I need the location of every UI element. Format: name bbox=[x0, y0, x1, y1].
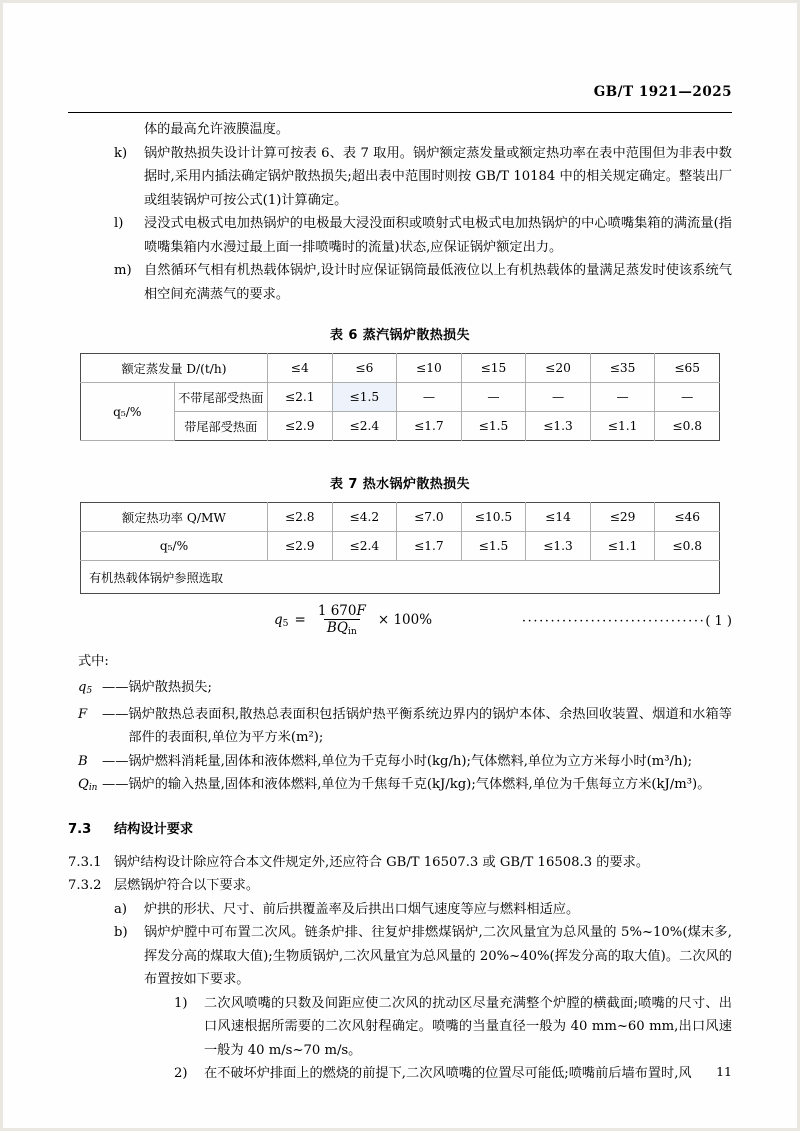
leader-dots: ································ bbox=[521, 614, 706, 629]
table6-rating-cell: ≤10 bbox=[397, 354, 462, 383]
table6-rating-cell: ≤35 bbox=[590, 354, 655, 383]
table6-value-cell: — bbox=[655, 383, 720, 412]
symbol-definitions bbox=[68, 676, 732, 801]
definition-text: 锅炉散热总表面积,散热总表面积包括锅炉热平衡系统边界内的锅炉本体、余热回收装置、烟道和水箱等部件的表面积,单位为平方米(m²); bbox=[128, 706, 732, 746]
list-marker: a) bbox=[114, 901, 128, 917]
list-item bbox=[68, 1062, 732, 1086]
table6-rating-cell: ≤65 bbox=[655, 354, 720, 383]
table6-value-cell: — bbox=[397, 383, 462, 412]
table6-value-cell: — bbox=[526, 383, 591, 412]
list-item bbox=[68, 212, 732, 259]
definition-dash: —— bbox=[102, 753, 129, 769]
list-item bbox=[68, 898, 732, 922]
table6-value-cell: ≤1.1 bbox=[590, 412, 655, 441]
table6-caption: 表 6 蒸汽锅炉散热损失 bbox=[330, 328, 470, 343]
formula-number-line bbox=[522, 614, 732, 629]
table7-row-header: q₅/% bbox=[81, 532, 268, 561]
list-marker: l) bbox=[114, 216, 124, 231]
table6-value-cell: — bbox=[590, 383, 655, 412]
table-row bbox=[81, 354, 720, 383]
clause-text: 锅炉结构设计除应符合本文件规定外,还应符合 GB/T 16507.3 或 GB/T 16508.3 的要求。 bbox=[114, 854, 650, 870]
table6-subrow-label: 不带尾部受热面 bbox=[174, 383, 268, 412]
list-text: 二次风喷嘴的只数及间距应使二次风的扰动区尽量充满整个炉膛的横截面;喷嘴的尺寸、出口风速根据所需要的二次风射程确定。喷嘴的当量直径一般为 40 mm~60 mm,出口风速一般为 40 m/s~70 m/s。 bbox=[204, 995, 732, 1058]
table7-rating-cell: ≤2.8 bbox=[268, 503, 333, 532]
list-item bbox=[68, 259, 732, 306]
table7-rating-cell: ≤10.5 bbox=[461, 503, 526, 532]
running-header bbox=[68, 84, 732, 118]
list-marker: k) bbox=[114, 145, 128, 161]
table6-row-header: 额定蒸发量 D/(t/h) bbox=[81, 354, 268, 383]
table7-value-cell: ≤2.4 bbox=[332, 532, 397, 561]
list-text: 锅炉散热损失设计计算可按表 6、表 7 取用。锅炉额定蒸发量或额定热功率在表中范围但为非表中数据时,采用内插法确定锅炉散热损失;超出表中范围时则按 GB/T 10184 中的相关规定确定。整装出厂或组装锅炉可按公式(1)计算确定。 bbox=[144, 145, 732, 208]
list-marker: 1) bbox=[174, 995, 188, 1011]
table7-value-cell: ≤1.3 bbox=[526, 532, 591, 561]
header-rule bbox=[68, 112, 732, 113]
list-item bbox=[68, 921, 732, 992]
section-heading bbox=[68, 819, 732, 841]
table7-rating-cell: ≤7.0 bbox=[397, 503, 462, 532]
definition-symbol: $q_5$ bbox=[78, 679, 93, 696]
table6-rating-cell: ≤6 bbox=[332, 354, 397, 383]
definition-dash: —— bbox=[102, 777, 129, 793]
section-title: 结构设计要求 bbox=[114, 821, 194, 837]
list-marker: b) bbox=[114, 925, 128, 941]
table6-value-cell: ≤1.7 bbox=[397, 412, 462, 441]
definition-text: 锅炉的输入热量,固体和液体燃料,单位为千焦每千克(kJ/kg);气体燃料,单位为千焦每立方米(kJ/m³)。 bbox=[128, 777, 711, 793]
definition-row bbox=[68, 750, 732, 774]
formula-fraction bbox=[315, 604, 369, 637]
definition-text: 锅炉燃料消耗量,固体和液体燃料,单位为千克每小时(kg/h);气体燃料,单位为立方米每小时(m³/h); bbox=[128, 753, 693, 769]
table6-rating-cell: ≤15 bbox=[461, 354, 526, 383]
where-label: 式中: bbox=[78, 654, 109, 669]
continued-paragraph: 体的最高允许液膜温度。 bbox=[144, 122, 290, 137]
table6-side-label: q₅/% bbox=[81, 383, 175, 441]
clause-number: 7.3.2 bbox=[68, 878, 102, 894]
table6-value-cell: ≤0.8 bbox=[655, 412, 720, 441]
table7-rating-cell: ≤29 bbox=[590, 503, 655, 532]
table6 bbox=[80, 353, 720, 441]
table6-value-cell: ≤2.1 bbox=[268, 383, 333, 412]
formula-lhs: $q_5$ bbox=[274, 611, 289, 629]
clause bbox=[68, 874, 732, 898]
table6-value-cell: ≤2.9 bbox=[268, 412, 333, 441]
table-row bbox=[81, 561, 720, 594]
list-marker: 2) bbox=[174, 1066, 188, 1082]
formula-block bbox=[68, 604, 732, 650]
clause-number: 7.3.1 bbox=[68, 854, 102, 870]
table6-value-cell: ≤2.4 bbox=[332, 412, 397, 441]
definition-symbol: $Q_{in}$ bbox=[78, 777, 98, 794]
definition-symbol: B bbox=[78, 753, 88, 769]
table7-rating-cell: ≤14 bbox=[526, 503, 591, 532]
table6-value-cell: ≤1.3 bbox=[526, 412, 591, 441]
definition-row bbox=[68, 676, 732, 703]
formula-number: ( 1 ) bbox=[705, 614, 732, 629]
table6-value-cell: — bbox=[461, 383, 526, 412]
table7-value-cell: ≤1.7 bbox=[397, 532, 462, 561]
standard-code: GB/T 1921—2025 bbox=[593, 84, 732, 100]
page-content bbox=[68, 84, 732, 1086]
definition-row bbox=[68, 703, 732, 750]
table6-rating-cell: ≤4 bbox=[268, 354, 333, 383]
table7-caption: 表 7 热水锅炉散热损失 bbox=[330, 477, 470, 492]
list-item bbox=[68, 992, 732, 1063]
table7 bbox=[80, 502, 720, 594]
table6-value-cell: ≤1.5 bbox=[332, 383, 397, 412]
table7-rating-cell: ≤4.2 bbox=[332, 503, 397, 532]
table7-value-cell: ≤2.9 bbox=[268, 532, 333, 561]
list-text: 在不破坏炉排面上的燃烧的前提下,二次风喷嘴的位置尽可能低;喷嘴前后墙布置时,风 bbox=[204, 1066, 692, 1082]
list-text: 锅炉炉膛中可布置二次风。链条炉排、往复炉排燃煤锅炉,二次风量宜为总风量的 5%~10%(煤末多,挥发分高的煤取大值);生物质锅炉,二次风量宜为总风量的 20%~40%(挥发分高的取大值)。二次风的布置按如下要求。 bbox=[144, 925, 732, 988]
formula-numerator: 1 670F bbox=[317, 603, 366, 619]
table7-rating-cell: ≤46 bbox=[655, 503, 720, 532]
definition-text: 锅炉散热损失; bbox=[128, 679, 212, 695]
formula-multiplier: × 100% bbox=[377, 612, 433, 629]
table-row bbox=[81, 532, 720, 561]
table7-value-cell: ≤0.8 bbox=[655, 532, 720, 561]
formula-equals: = bbox=[294, 612, 306, 629]
table-row bbox=[81, 412, 720, 441]
formula-expression bbox=[274, 604, 432, 637]
definition-symbol: F bbox=[78, 706, 88, 722]
table7-value-cell: ≤1.5 bbox=[461, 532, 526, 561]
page-number: 11 bbox=[716, 1064, 732, 1079]
list-text: 浸没式电极式电加热锅炉的电极最大浸没面积或喷射式电极式电加热锅炉的中心喷嘴集箱的满流量(指喷嘴集箱内水漫过最上面一排喷嘴时的流量)状态,应保证锅炉额定出力。 bbox=[144, 216, 732, 255]
list-marker: m) bbox=[114, 263, 132, 278]
table-row bbox=[81, 503, 720, 532]
definition-dash: —— bbox=[102, 706, 129, 722]
table-row bbox=[81, 383, 720, 412]
section-number: 7.3 bbox=[68, 821, 92, 837]
table7-value-cell: ≤1.1 bbox=[590, 532, 655, 561]
definition-dash: —— bbox=[102, 679, 129, 695]
formula-denominator: $BQ_{in}$ bbox=[324, 619, 360, 637]
list-text: 炉拱的形状、尺寸、前后拱覆盖率及后拱出口烟气速度等应与燃料相适应。 bbox=[144, 901, 580, 917]
definition-row bbox=[68, 773, 732, 800]
list-text: 自然循环气相有机热载体锅炉,设计时应保证锅筒最低液位以上有机热载体的量满足蒸发时使该系统气相空间充满蒸气的要求。 bbox=[144, 263, 732, 302]
clause bbox=[68, 851, 732, 875]
table6-subrow-label: 带尾部受热面 bbox=[174, 412, 268, 441]
list-item bbox=[68, 142, 732, 213]
clause-text: 层燃锅炉符合以下要求。 bbox=[114, 878, 260, 894]
table7-note: 有机热载体锅炉参照选取 bbox=[81, 561, 720, 594]
table7-row-header: 额定热功率 Q/MW bbox=[81, 503, 268, 532]
table6-rating-cell: ≤20 bbox=[526, 354, 591, 383]
table6-value-cell: ≤1.5 bbox=[461, 412, 526, 441]
